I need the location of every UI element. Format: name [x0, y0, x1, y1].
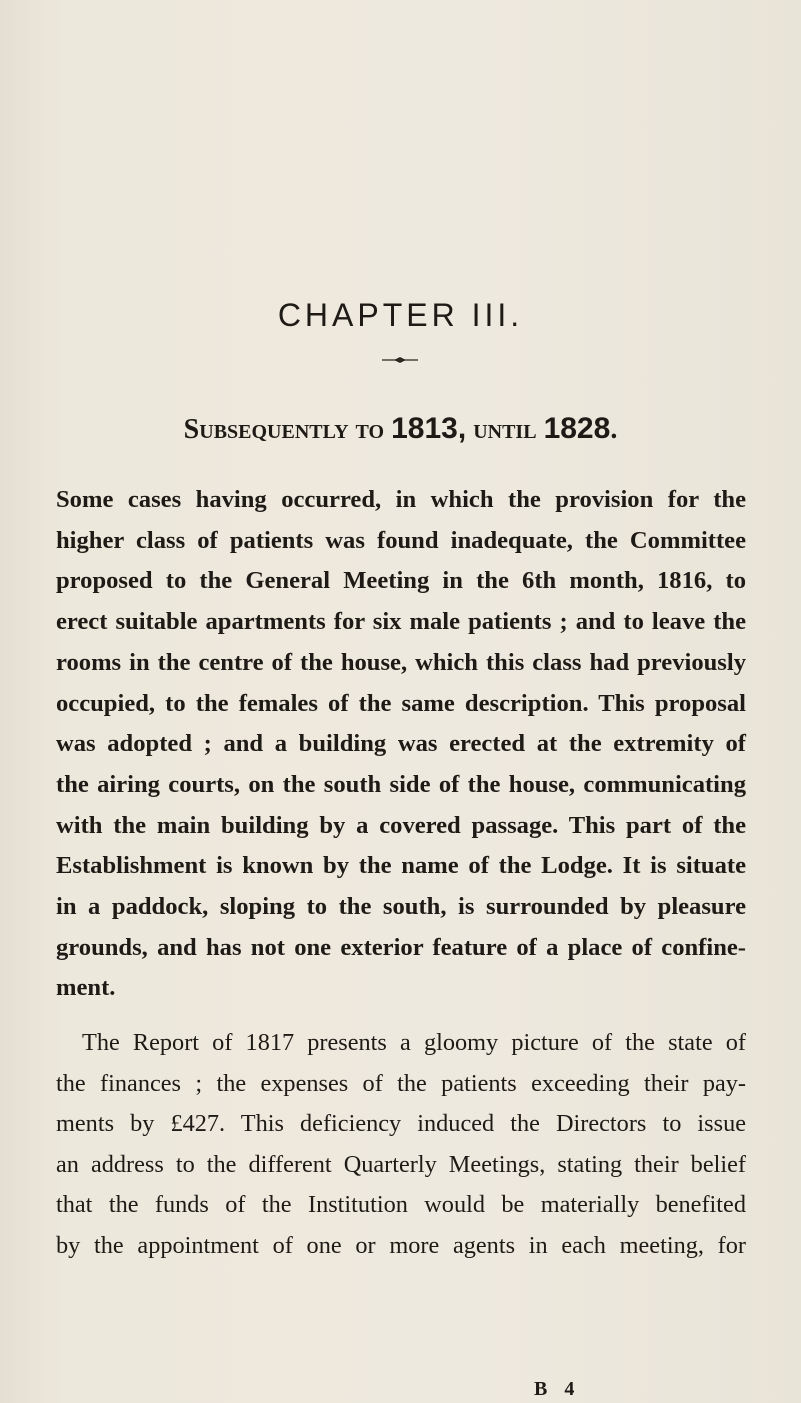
text-line: rooms in the centre of the house, which this class had previously: [56, 648, 746, 676]
text-line: in a paddock, sloping to the south, is surrounded by pleasure: [56, 893, 746, 921]
text-line: grounds, and has not one exterior feature of a place of confine-: [56, 933, 746, 961]
text-line: was adopted ; and a building was erected at the extremity of: [56, 730, 746, 758]
text-line: with the main building by a covered passage. This part of the: [56, 811, 746, 839]
section-heading-end: .: [610, 414, 618, 445]
text-line: ment.: [56, 974, 116, 1002]
text-line: by the appointment of one or more agents in each meeting, for: [56, 1231, 746, 1259]
text-line: erect suitable apartments for six male patients ; and to leave the: [56, 608, 746, 636]
section-heading: [0, 412, 801, 446]
text-line: Some cases having occurred, in which the provision for the: [56, 486, 746, 513]
signature-mark: B 4: [534, 1378, 581, 1400]
text-line: The Report of 1817 presents a gloomy picture of the state of: [82, 1029, 746, 1056]
text-line: Establishment is known by the name of the Lodge. It is situate: [56, 852, 746, 880]
ornament-dash-icon: [380, 355, 420, 365]
text-line: proposed to the General Meeting in the 6th month, 1816, to: [56, 567, 746, 595]
text-line: an address to the different Quarterly Meetings, stating their belief: [56, 1150, 746, 1178]
text-line: ments by £427. This deficiency induced the Directors to issue: [56, 1110, 746, 1137]
paragraph-lodge: [56, 480, 746, 1009]
section-heading-separator: ,: [457, 412, 467, 445]
section-heading-prefix: Subsequently to: [183, 414, 385, 445]
text-line: higher class of patients was found inadequate, the Committee: [56, 526, 746, 554]
section-heading-year-start: 1813: [391, 412, 458, 445]
chapter-title: CHAPTER III.: [277, 297, 524, 333]
text-line: occupied, to the females of the same description. This proposal: [56, 689, 746, 717]
text-line: that the funds of the Institution would be materially benefited: [56, 1191, 746, 1218]
text-line: the airing courts, on the south side of the house, communicating: [56, 770, 746, 798]
text-line: the finances ; the expenses of the patients exceeding their pay-: [56, 1069, 746, 1097]
section-heading-year-end: 1828: [543, 412, 611, 445]
paragraph-report-1817: [56, 1023, 746, 1266]
section-heading-middle: until: [473, 414, 537, 445]
